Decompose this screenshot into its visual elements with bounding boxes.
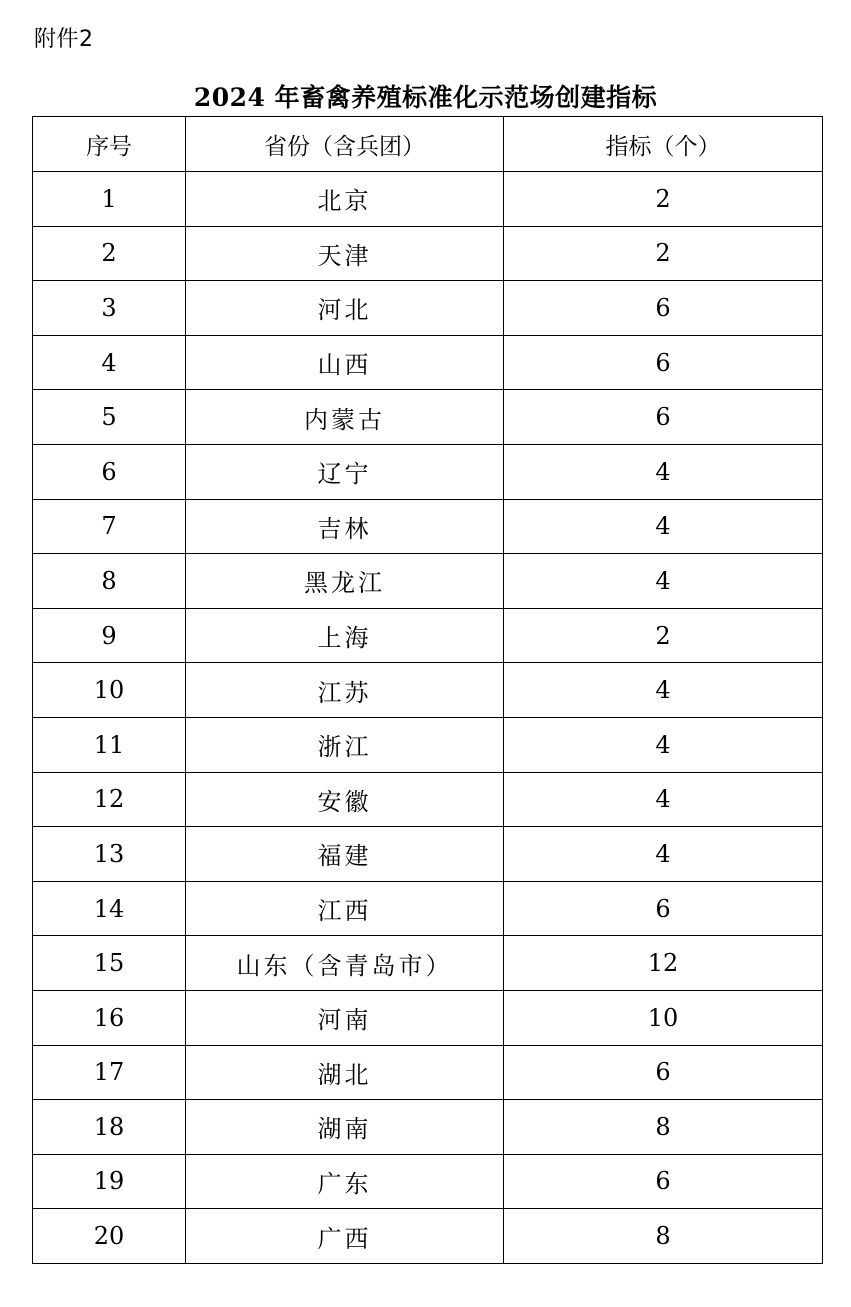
row-quota: 10 (504, 990, 823, 1045)
row-serial-number: 2 (33, 226, 186, 281)
row-quota: 6 (504, 390, 823, 445)
row-serial-number: 14 (33, 881, 186, 936)
row-province: 上海 (186, 608, 504, 663)
table-row (33, 881, 823, 936)
header-serial-number: 序号 (33, 117, 186, 172)
table-row (33, 772, 823, 827)
row-quota: 2 (504, 226, 823, 281)
row-province: 河南 (186, 990, 504, 1045)
row-quota: 8 (504, 1100, 823, 1155)
row-serial-number: 18 (33, 1100, 186, 1155)
row-serial-number: 5 (33, 390, 186, 445)
table-row (33, 1100, 823, 1155)
row-province: 安徽 (186, 772, 504, 827)
table-row (33, 172, 823, 227)
row-serial-number: 6 (33, 444, 186, 499)
row-quota: 4 (504, 663, 823, 718)
row-quota: 12 (504, 936, 823, 991)
row-serial-number: 15 (33, 936, 186, 991)
row-province: 山东（含青岛市） (186, 936, 504, 991)
row-serial-number: 20 (33, 1209, 186, 1264)
row-province: 广东 (186, 1154, 504, 1209)
row-serial-number: 17 (33, 1045, 186, 1100)
row-province: 辽宁 (186, 444, 504, 499)
row-quota: 6 (504, 281, 823, 336)
table-row (33, 554, 823, 609)
row-quota: 2 (504, 172, 823, 227)
table-row (33, 663, 823, 718)
header-quota: 指标（个） (504, 117, 823, 172)
table-row (33, 281, 823, 336)
table-row (33, 936, 823, 991)
row-serial-number: 10 (33, 663, 186, 718)
row-province: 浙江 (186, 717, 504, 772)
row-quota: 4 (504, 772, 823, 827)
row-province: 山西 (186, 335, 504, 390)
row-quota: 6 (504, 335, 823, 390)
attachment-label: 附件2 (34, 27, 94, 52)
quota-table (32, 116, 823, 1264)
table-row (33, 226, 823, 281)
row-serial-number: 19 (33, 1154, 186, 1209)
row-quota: 4 (504, 717, 823, 772)
row-quota: 6 (504, 1045, 823, 1100)
row-province: 河北 (186, 281, 504, 336)
row-province: 内蒙古 (186, 390, 504, 445)
row-serial-number: 7 (33, 499, 186, 554)
row-quota: 6 (504, 881, 823, 936)
row-serial-number: 1 (33, 172, 186, 227)
row-province: 广西 (186, 1209, 504, 1264)
row-quota: 6 (504, 1154, 823, 1209)
table-row (33, 1209, 823, 1264)
table-row (33, 827, 823, 882)
row-serial-number: 13 (33, 827, 186, 882)
row-serial-number: 9 (33, 608, 186, 663)
row-quota: 4 (504, 444, 823, 499)
row-province: 江苏 (186, 663, 504, 718)
row-province: 天津 (186, 226, 504, 281)
row-quota: 4 (504, 554, 823, 609)
row-serial-number: 11 (33, 717, 186, 772)
document-title: 2024 年畜禽养殖标准化示范场创建指标 (193, 83, 658, 112)
row-quota: 4 (504, 499, 823, 554)
table-row (33, 717, 823, 772)
row-quota: 2 (504, 608, 823, 663)
table-row (33, 444, 823, 499)
row-serial-number: 12 (33, 772, 186, 827)
table-row (33, 1154, 823, 1209)
row-serial-number: 8 (33, 554, 186, 609)
row-province: 北京 (186, 172, 504, 227)
table-row (33, 1045, 823, 1100)
row-province: 黑龙江 (186, 554, 504, 609)
row-serial-number: 16 (33, 990, 186, 1045)
table-row (33, 990, 823, 1045)
table-row (33, 499, 823, 554)
table-body (33, 172, 823, 1264)
table-header-row (33, 117, 823, 172)
table-row (33, 390, 823, 445)
header-province: 省份（含兵团） (186, 117, 504, 172)
row-serial-number: 3 (33, 281, 186, 336)
table-row (33, 335, 823, 390)
row-province: 吉林 (186, 499, 504, 554)
row-province: 福建 (186, 827, 504, 882)
row-province: 湖北 (186, 1045, 504, 1100)
row-quota: 4 (504, 827, 823, 882)
row-serial-number: 4 (33, 335, 186, 390)
row-province: 湖南 (186, 1100, 504, 1155)
row-province: 江西 (186, 881, 504, 936)
table-row (33, 608, 823, 663)
row-quota: 8 (504, 1209, 823, 1264)
